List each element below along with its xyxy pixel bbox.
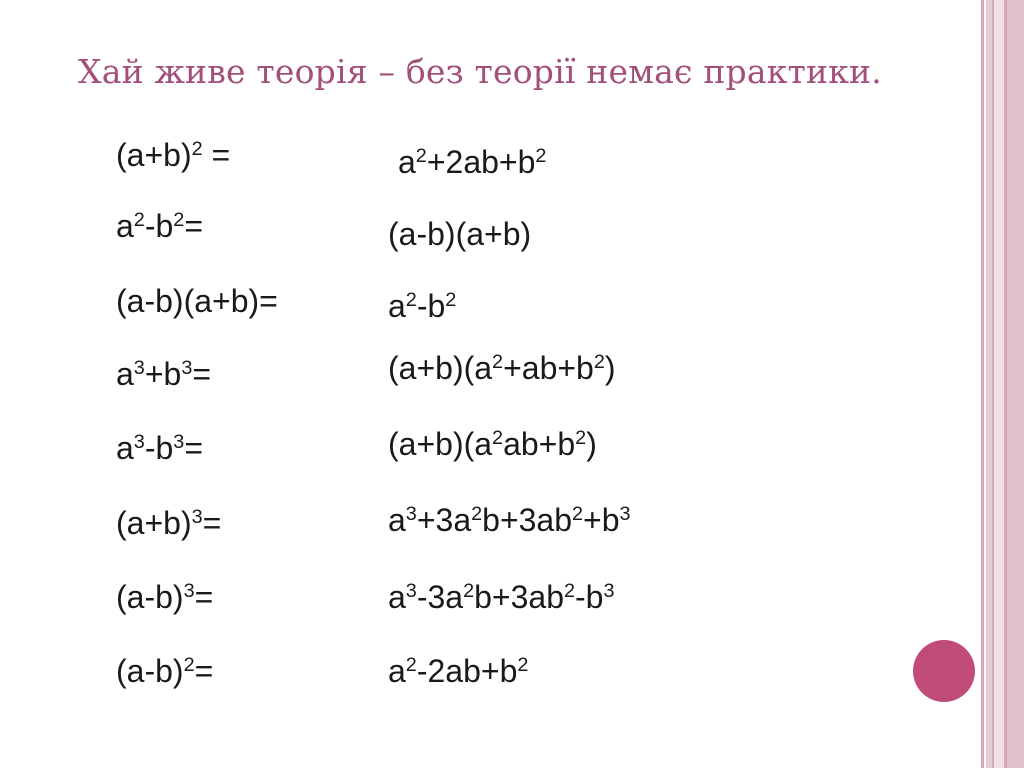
right-formula-5: $(a+b)(a^2ab+b^2)$: [388, 426, 597, 462]
accent-circle: [913, 640, 975, 702]
right-formula-3: $a^2-b^2$: [388, 288, 457, 324]
right-formula-1: $a^2+2ab+b^2$: [398, 144, 547, 180]
right-formula-8: $a^2-2ab+b^2$: [388, 653, 529, 689]
right-formula-7: $a^3-3a^2b+3ab^2-b^3$: [388, 579, 615, 615]
left-formula-7: $(a-b)^3=$: [116, 579, 214, 615]
left-formula-5: $a^3-b^3=$: [116, 430, 203, 466]
right-formula-6: $a^3+3a^2b+3ab^2+b^3$: [388, 502, 631, 538]
left-formula-2: $a^2-b^2=$: [116, 208, 203, 244]
left-formula-1: $(a+b)^2$ =: [116, 137, 231, 173]
left-formula-3: (a-b)(a+b)=: [116, 283, 278, 319]
border-band: [981, 0, 984, 768]
border-band: [994, 0, 1004, 768]
slide-title: Хай живе теорія – без теорії немає практики.: [78, 52, 882, 91]
left-formula-6: $(a+b)^3=$: [116, 505, 222, 541]
left-formula-8: $(a-b)^2=$: [116, 653, 214, 689]
right-formula-2: (a-b)(a+b): [388, 216, 532, 252]
right-formula-4: $(a+b)(a^2+ab+b^2)$: [388, 350, 616, 386]
left-formula-4: $a^3+b^3=$: [116, 356, 212, 392]
border-band: [1007, 0, 1024, 768]
